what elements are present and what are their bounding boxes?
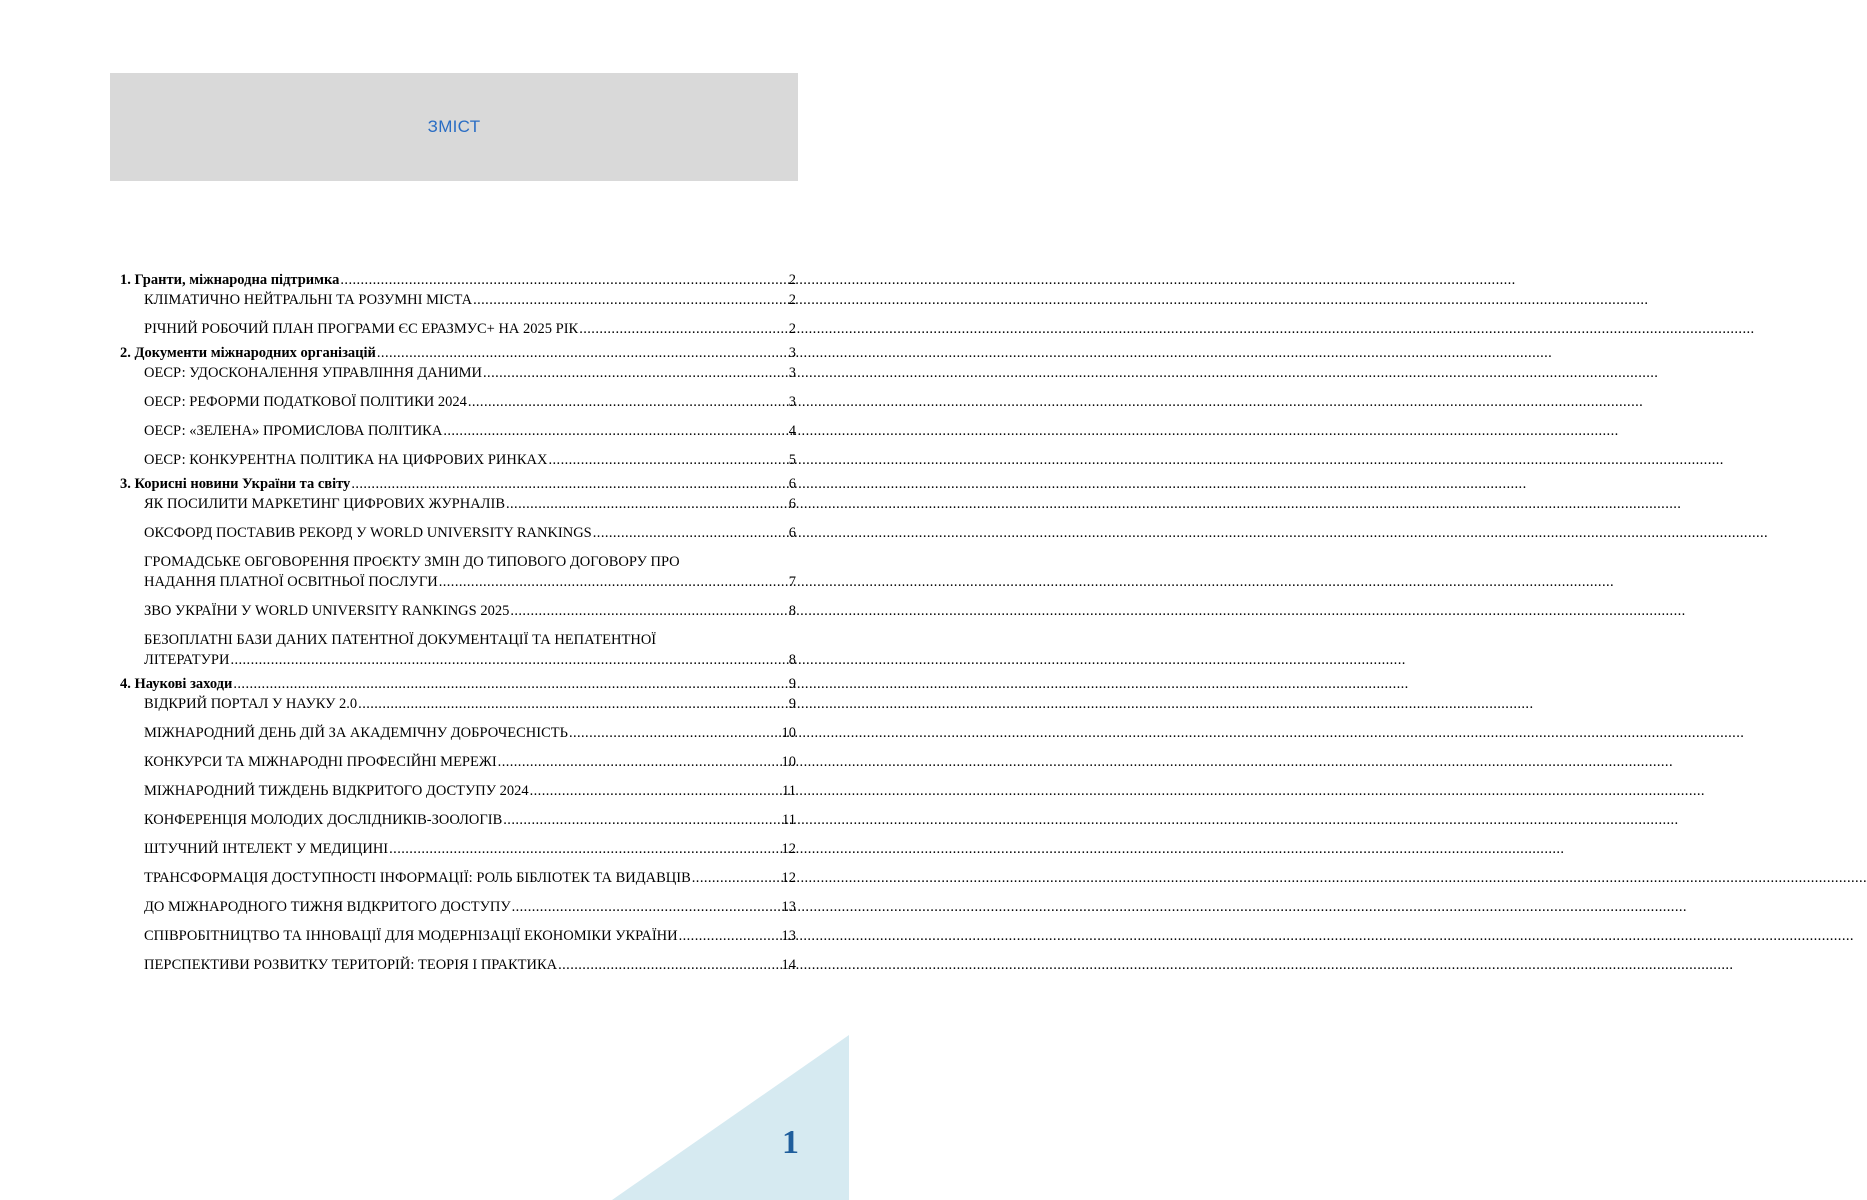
toc-item[interactable] — [120, 752, 796, 772]
toc-item-title: БЕЗОПЛАТНІ БАЗИ ДАНИХ ПАТЕНТНОЇ ДОКУМЕНТАЦІЇ ТА НЕПАТЕНТНОЇ — [144, 632, 657, 648]
toc-item-title: КОНФЕРЕНЦІЯ МОЛОДИХ ДОСЛІДНИКІВ-ЗООЛОГІВ — [144, 812, 503, 828]
toc-item[interactable] — [120, 723, 796, 743]
toc-item[interactable] — [120, 630, 796, 670]
toc-page: 6 — [788, 496, 796, 512]
toc-item-title: ТРАНСФОРМАЦІЯ ДОСТУПНОСТІ ІНФОРМАЦІЇ: РОЛЬ БІБЛІОТЕК ТА ВИДАВЦІВ — [144, 870, 691, 886]
toc-page: 2 — [788, 292, 796, 308]
toc-page: 11 — [782, 783, 796, 799]
toc-leader — [443, 421, 787, 441]
toc-leader — [549, 450, 788, 470]
toc-leader — [498, 752, 781, 772]
toc-page: 10 — [781, 754, 796, 770]
toc-section-title: 4. Наукові заходи — [120, 676, 233, 692]
toc-item-title: ДО МІЖНАРОДНОГО ТИЖНЯ ВІДКРИТОГО ДОСТУПУ — [144, 899, 511, 915]
toc-item[interactable] — [120, 421, 796, 441]
toc-page: 14 — [781, 957, 796, 973]
toc-item[interactable] — [120, 552, 796, 592]
toc-leader — [439, 572, 788, 592]
toc-item-title: ШТУЧНИЙ ІНТЕЛЕКТ У МЕДИЦИНІ — [144, 841, 389, 857]
toc-item[interactable] — [120, 494, 796, 514]
toc-item-title: ВІДКРИЙ ПОРТАЛ У НАУКУ 2.0 — [144, 696, 358, 712]
toc-leader — [358, 694, 788, 714]
toc-leader — [679, 926, 781, 946]
toc-item-title: ЗВО УКРАЇНИ У WORLD UNIVERSITY RANKINGS 2025 — [144, 603, 510, 619]
toc-leader — [506, 494, 788, 514]
toc-section-title: 1. Гранти, міжнародна підтримка — [120, 272, 340, 288]
toc-item-title: СПІВРОБІТНИЦТВО ТА ІННОВАЦІЇ ДЛЯ МОДЕРНІЗАЦІЇ ЕКОНОМІКИ УКРАЇНИ — [144, 928, 678, 944]
toc-page: 11 — [782, 812, 796, 828]
toc-page: 2 — [788, 272, 796, 288]
toc-item-title: МІЖНАРОДНИЙ ТИЖДЕНЬ ВІДКРИТОГО ДОСТУПУ 2024 — [144, 783, 529, 799]
page-title: ЗМІСТ — [427, 117, 481, 136]
toc-page: 13 — [781, 928, 796, 944]
toc-item[interactable] — [120, 601, 796, 621]
toc-leader — [340, 270, 787, 290]
toc-item-title: НАДАННЯ ПЛАТНОЇ ОСВІТНЬОЇ ПОСЛУГИ — [144, 574, 438, 590]
toc-section-4[interactable] — [120, 674, 796, 694]
toc-page: 4 — [788, 423, 796, 439]
toc-page: 2 — [788, 321, 796, 337]
toc-page: 9 — [788, 696, 796, 712]
toc-section-2[interactable] — [120, 343, 796, 363]
toc-item-title: ПЕРСПЕКТИВИ РОЗВИТКУ ТЕРИТОРІЙ: ТЕОРІЯ І ПРАКТИКА — [144, 957, 558, 973]
toc-page: 3 — [788, 365, 796, 381]
toc-item[interactable] — [120, 319, 796, 339]
toc-page: 13 — [781, 899, 796, 915]
toc-item[interactable] — [120, 839, 796, 859]
toc-leader — [377, 343, 788, 363]
toc-item-title: ОЕСР: «ЗЕЛЕНА» ПРОМИСЛОВА ПОЛІТИКА — [144, 423, 443, 439]
toc-item-title: ОКСФОРД ПОСТАВИВ РЕКОРД У WORLD UNIVERSITY RANKINGS — [144, 525, 592, 541]
toc-item-title: ОЕСР: РЕФОРМИ ПОДАТКОВОЇ ПОЛІТИКИ 2024 — [144, 394, 467, 410]
toc-leader — [558, 955, 780, 975]
toc-leader — [530, 781, 781, 801]
toc-leader — [692, 868, 781, 888]
toc-item[interactable] — [120, 781, 796, 801]
toc-leader — [230, 650, 787, 670]
toc-section-3[interactable] — [120, 474, 796, 494]
toc-item[interactable] — [120, 926, 796, 946]
toc-page: 8 — [788, 603, 796, 619]
toc-leader — [389, 839, 780, 859]
header-band — [110, 73, 798, 181]
toc-item[interactable] — [120, 955, 796, 975]
toc-leader — [569, 723, 781, 743]
toc-item-title: ОЕСР: КОНКУРЕНТНА ПОЛІТИКА НА ЦИФРОВИХ РИНКАХ — [144, 452, 548, 468]
toc-page: 3 — [788, 394, 796, 410]
toc-item-title: МІЖНАРОДНИЙ ДЕНЬ ДІЙ ЗА АКАДЕМІЧНУ ДОБРОЧЕСНІСТЬ — [144, 725, 568, 741]
toc-section-title: 3. Корисні новини України та світу — [120, 476, 351, 492]
toc-page: 6 — [788, 525, 796, 541]
toc-section-title: 2. Документи міжнародних організацій — [120, 345, 376, 361]
toc-item-title: ГРОМАДСЬКЕ ОБГОВОРЕННЯ ПРОЄКТУ ЗМІН ДО ТИПОВОГО ДОГОВОРУ ПРО — [144, 554, 680, 570]
toc-item[interactable] — [120, 694, 796, 714]
toc-leader — [512, 897, 781, 917]
toc-item-title: КЛІМАТИЧНО НЕЙТРАЛЬНІ ТА РОЗУМНІ МІСТА — [144, 292, 473, 308]
toc-item[interactable] — [120, 392, 796, 412]
toc-item[interactable] — [120, 363, 796, 383]
toc-item-title: РІЧНИЙ РОБОЧИЙ ПЛАН ПРОГРАМИ ЄС ЕРАЗМУС+ НА 2025 РІК — [144, 321, 579, 337]
toc-page: 9 — [788, 676, 796, 692]
toc-page: 12 — [781, 870, 796, 886]
toc-leader — [233, 674, 787, 694]
toc-item-title: КОНКУРСИ ТА МІЖНАРОДНІ ПРОФЕСІЙНІ МЕРЕЖІ — [144, 754, 497, 770]
toc-page: 6 — [788, 476, 796, 492]
toc-page: 3 — [788, 345, 796, 361]
toc-item[interactable] — [120, 523, 796, 543]
toc-leader — [473, 290, 788, 310]
toc-page: 8 — [788, 652, 796, 668]
toc-leader — [593, 523, 788, 543]
page-number: 1 — [782, 1124, 799, 1161]
toc-item[interactable] — [120, 868, 796, 888]
toc-item-title: ОЕСР: УДОСКОНАЛЕННЯ УПРАВЛІННЯ ДАНИМИ — [144, 365, 483, 381]
toc-leader — [351, 474, 787, 494]
toc-section-1[interactable] — [120, 270, 796, 290]
toc-leader — [503, 810, 781, 830]
toc-item[interactable] — [120, 290, 796, 310]
toc-item-title: ЯК ПОСИЛИТИ МАРКЕТИНГ ЦИФРОВИХ ЖУРНАЛІВ — [144, 496, 505, 512]
table-of-contents — [120, 270, 796, 975]
toc-item[interactable] — [120, 450, 796, 470]
toc-page: 12 — [781, 841, 796, 857]
toc-item[interactable] — [120, 897, 796, 917]
toc-leader — [510, 601, 787, 621]
toc-leader — [468, 392, 788, 412]
toc-item-title: ЛІТЕРАТУРИ — [144, 652, 230, 668]
toc-page: 10 — [781, 725, 796, 741]
toc-leader — [579, 319, 788, 339]
toc-page: 5 — [788, 452, 796, 468]
toc-leader — [483, 363, 788, 383]
toc-item[interactable] — [120, 810, 796, 830]
toc-page: 7 — [788, 574, 796, 590]
